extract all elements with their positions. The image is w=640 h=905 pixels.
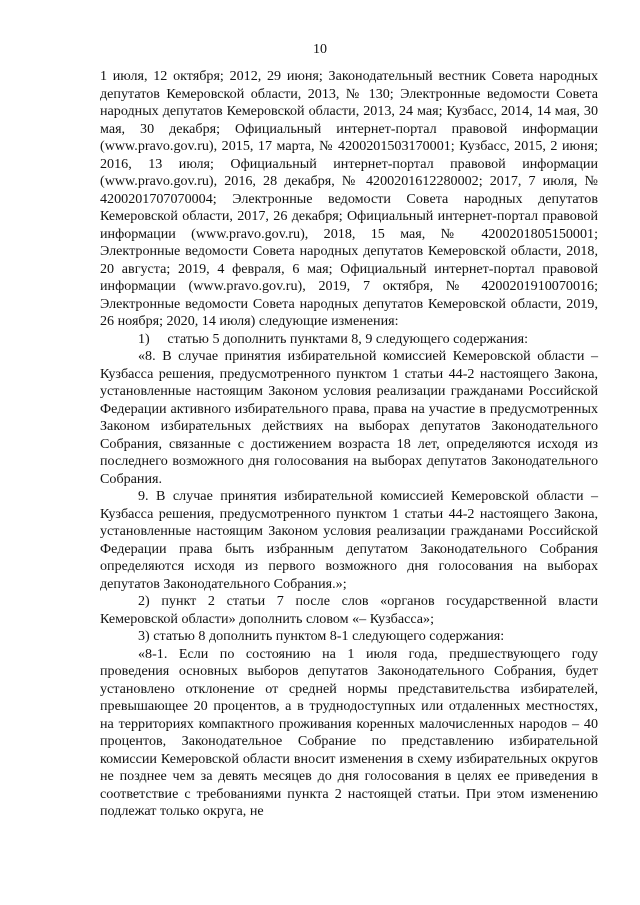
paragraph-point-8: «8. В случае принятия избирательной комиссией Кемеровской области – Кузбасса решения, предусмотренного пунктом 1 статьи 44-2 настоящего Закона, установленные настоящим Законом условия реализации гражданами Российской Федерации активного избирательного права, права на участие в предусмотренных Законом избирательных действиях на выборах депутатов Законодательного Собрания, связанные с достижением возраста 18 лет, определяются исходя из последнего возможного дня голосования на выборах депутатов Законодательного Собрания. <box>100 348 598 487</box>
paragraph-sources-list: 1 июля, 12 октября; 2012, 29 июня; Законодательный вестник Совета народных депутатов Кемеровской области, 2013, № 130; Электронные ведомости Совета народных депутатов Кемеровской области, 2013, 24 мая; Кузбасс, 2014, 14 мая, 30 мая, 30 декабря; Официальный интернет-портал правовой информации (www.pravo.gov.ru), 2015, 17 марта, № 4200201503170001; Кузбасс, 2015, 2 июня; 2016, 13 июля; Официальный интернет-портал правовой информации (www.pravo.gov.ru), 2016, 28 декабря, № 4200201612280002; 2017, 7 июля, № 4200201707070004; Электронные ведомости Совета народных депутатов Кемеровской области, 2017, 26 декабря; Официальный интернет-портал правовой информации (www.pravo.gov.ru), 2018, 15 мая, № 4200201805150001; Электронные ведомости Совета народных депутатов Кемеровской области, 2018, 20 августа; 2019, 4 февраля, 6 мая; Официальный интернет-портал правовой информации (www.pravo.gov.ru), 2019, 7 октября, № 4200201910070016; Электронные ведомости Совета народных депутатов Кемеровской области, 2019, 26 ноября; 2020, 14 июля) следующие изменения: <box>100 68 598 329</box>
paragraph-point-9: 9. В случае принятия избирательной комиссией Кемеровской области – Кузбасса решения, предусмотренного пунктом 1 статьи 44-2 настоящего Закона, установленные настоящим Законом условия реализации гражданами Российской Федерации права быть избранным депутатом Законодательного Собрания определяются исходя из первого возможного дня голосования на выборах депутатов Законодательного Собрания.»; <box>100 488 598 592</box>
document-body <box>100 68 598 821</box>
page-number: 10 <box>313 42 327 57</box>
paragraph-item-3: 3) статью 8 дополнить пунктом 8-1 следующего содержания: <box>138 628 505 644</box>
paragraph-item-2: 2) пункт 2 статьи 7 после слов «органов государственной власти Кемеровской области» дополнить словом «– Кузбасса»; <box>100 593 598 627</box>
paragraph-item-1: 1) статью 5 дополнить пунктами 8, 9 следующего содержания: <box>138 330 528 347</box>
paragraph-point-8-1: «8-1. Если по состоянию на 1 июля года, предшествующего году проведения основных выборов депутатов Законодательного Собрания, будет установлено отклонение от средней нормы представительства избирателей, превышающее 20 процентов, а в труднодоступных или отдаленных местностях, на территориях компактного проживания коренных малочисленных народов – 40 процентов, Законодательное Собрание по представлению избирательной комиссии Кемеровской области вносит изменения в схему избирательных округов не позднее чем за девять месяцев до дня голосования в целях ее приведения в соответствие с требованиями пункта 2 настоящей статьи. При этом изменению подлежат только округа, не <box>100 645 598 819</box>
